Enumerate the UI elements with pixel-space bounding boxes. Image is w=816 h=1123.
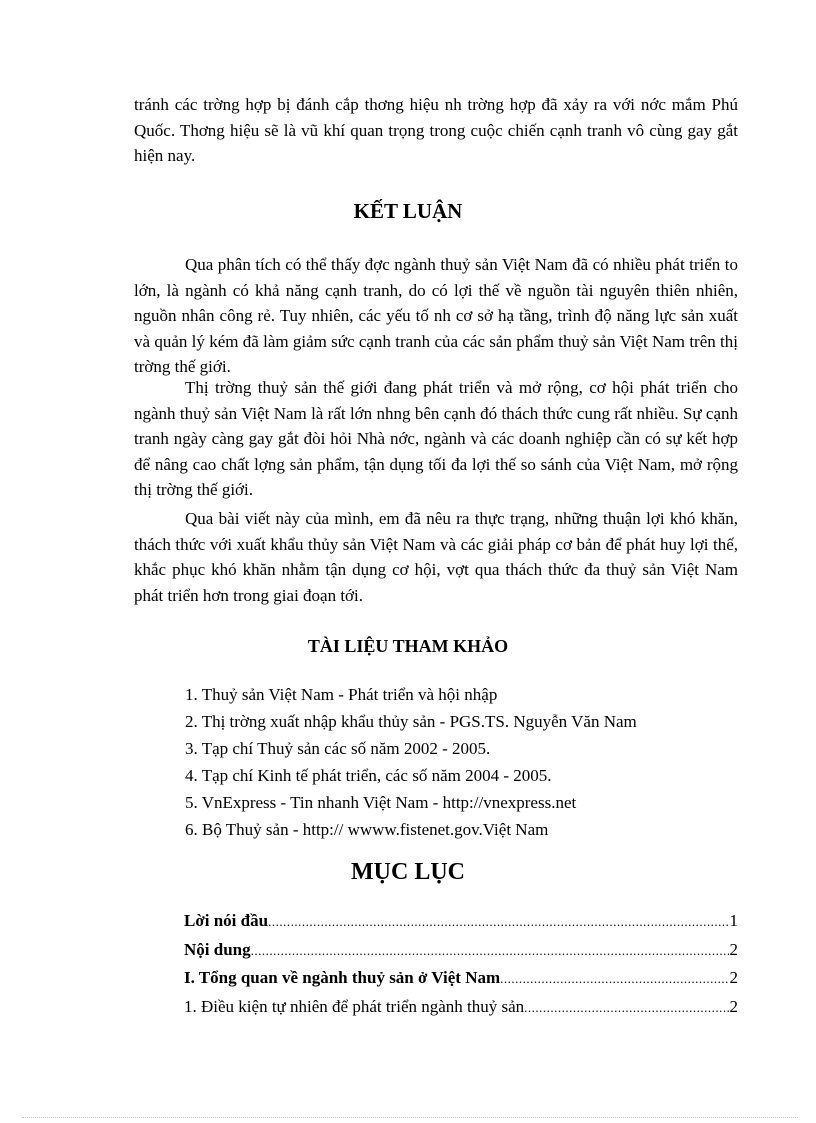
toc-leader-dots	[268, 914, 728, 930]
table-of-contents	[184, 911, 738, 1025]
conclusion-heading: KẾT LUẬN	[353, 199, 463, 223]
toc-leader-dots	[524, 1000, 728, 1016]
reference-item: 6. Bộ Thuỷ sản - http:// wwww.fistenet.gov.Việt Nam	[185, 820, 549, 839]
reference-item: 1. Thuỷ sản Việt Nam - Phát triển và hội nhập	[185, 685, 498, 704]
conclusion-paragraph-2: Thị trờng thuỷ sản thế giới đang phát triển và mở rộng, cơ hội phát triển cho ngành thuỷ sản Việt Nam là rất lớn nhng bên cạnh đó thách thức cung rất nhiều. Sự cạnh tranh ngày càng gay gắt đòi hỏi Nhà nớc, ngành và các doanh nghiệp cần có sự kết hợp để nâng cao chất lợng sản phẩm, tận dụng tối đa lợi thế so sánh của Việt Nam, mở rộng thị trờng thế giới.	[134, 378, 738, 500]
toc-entry-page: 1	[729, 911, 738, 930]
page-bottom-border	[22, 1117, 798, 1118]
intro-paragraph: tránh các trờng hợp bị đánh cắp thơng hiệu nh trờng hợp đã xảy ra với nớc mắm Phú Quốc. Thơng hiệu sẽ là vũ khí quan trọng trong cuộc chiến cạnh tranh vô cùng gay gắt hiện nay.	[134, 95, 738, 166]
toc-entry-title: 1. Điều kiện tự nhiên để phát triển ngành thuỷ sản	[184, 996, 525, 1016]
toc-leader-dots	[251, 943, 729, 959]
toc-entry-title: Lời nói đầu	[184, 911, 269, 930]
references-heading: TÀI LIỆU THAM KHẢO	[307, 636, 509, 656]
toc-entry[interactable]	[184, 940, 738, 969]
references-list	[185, 681, 637, 843]
toc-entry-page: 2	[729, 968, 738, 987]
reference-item: 4. Tạp chí Kinh tế phát triển, các số năm 2004 - 2005.	[185, 766, 552, 785]
toc-entry-title: I. Tổng quan về ngành thuỷ sản ở Việt Nam	[184, 968, 501, 987]
toc-heading: MỤC LỤC	[351, 859, 465, 885]
conclusion-paragraph-3: Qua bài viết này của mình, em đã nêu ra thực trạng, những thuận lợi khó khăn, thách thức với xuất khẩu thủy sản Việt Nam và các giải pháp cơ bản để phát huy lợi thế, khắc phục khó khăn nhằm tận dụng cơ hội, vợt qua thách thức đa thuỷ sản Việt Nam phát triển hơn trong giai đoạn tới.	[134, 509, 738, 605]
toc-entry[interactable]	[184, 911, 738, 940]
toc-leader-dots	[500, 971, 728, 987]
toc-entry[interactable]	[184, 968, 738, 997]
toc-entry-title: Nội dung	[184, 939, 251, 959]
reference-item: 2. Thị trờng xuất nhập khẩu thủy sản - PGS.TS. Nguyễn Văn Nam	[185, 712, 637, 731]
toc-entry-page: 2	[729, 939, 738, 959]
reference-item: 5. VnExpress - Tin nhanh Việt Nam - http://vnexpress.net	[185, 793, 577, 812]
reference-item: 3. Tạp chí Thuỷ sản các số năm 2002 - 2005.	[185, 739, 491, 758]
toc-entry[interactable]	[184, 997, 738, 1026]
conclusion-paragraph-1: Qua phân tích có thể thấy đợc ngành thuỷ sản Việt Nam đã có nhiều phát triển to lớn, là ngành có khả năng cạnh tranh, do có lợi thế về nguồn tài nguyên thiên nhiên, nguồn nhân công rẻ. Tuy nhiên, các yếu tố nh cơ sở hạ tầng, trình độ năng lực sản xuất và quản lý kém đã làm giảm sức cạnh tranh của các sản phẩm thuỷ sản Việt Nam trên thị trờng thế giới.	[134, 255, 738, 377]
toc-entry-page: 2	[729, 996, 738, 1016]
